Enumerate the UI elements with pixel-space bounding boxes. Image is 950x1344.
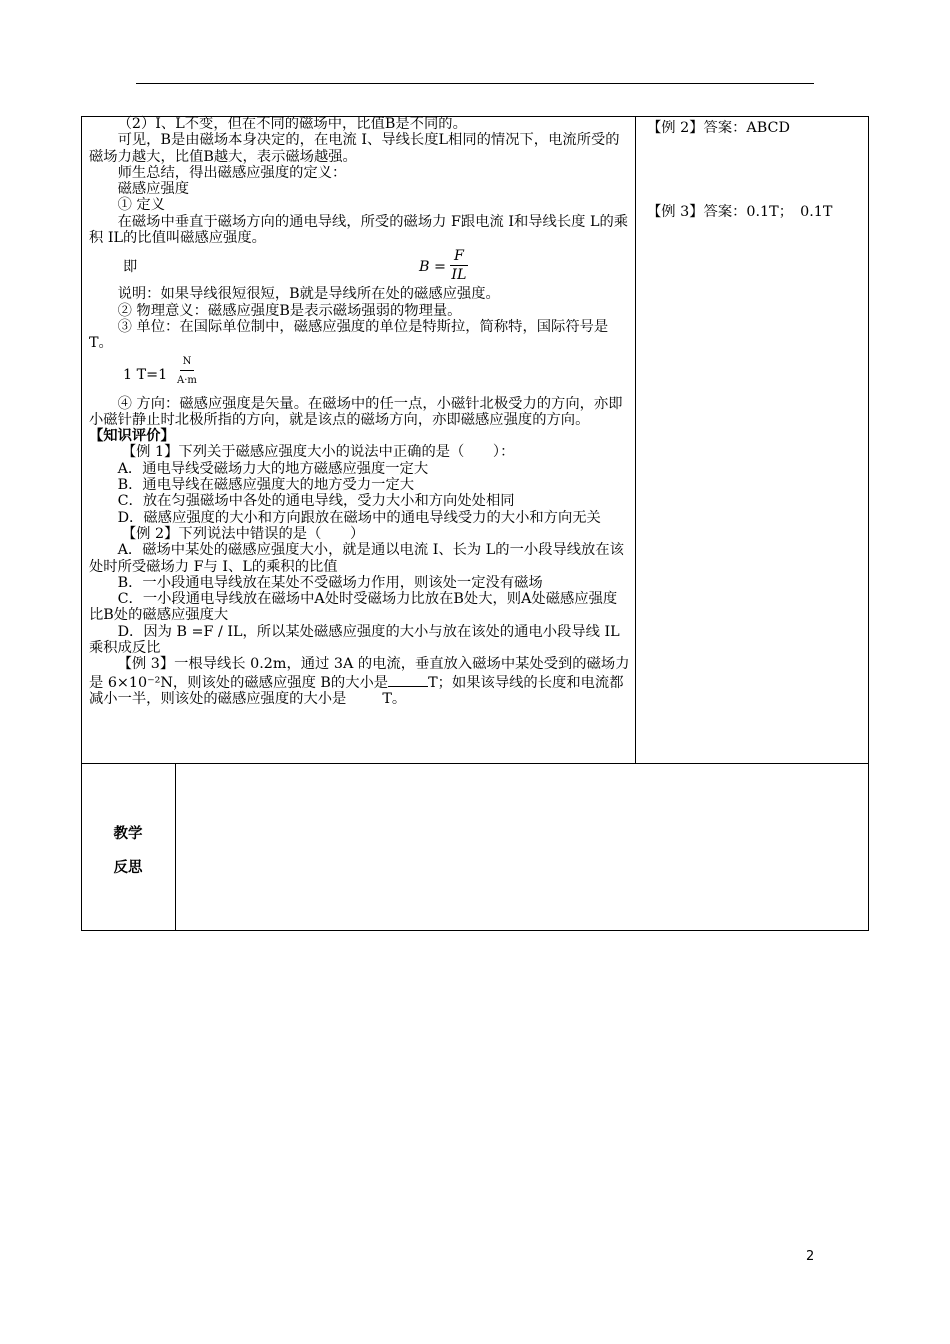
formula-label: 即	[123, 259, 138, 276]
unit-numerator: N	[180, 356, 195, 371]
option-d: D．因为 B =F / IL，所以某处磁感应强度的大小与放在该处的通电小段导线 IL乘积成反比	[89, 623, 620, 657]
option-a: A．通电导线受磁场力大的地方磁感应强度一定大	[117, 460, 429, 477]
row-divider	[81, 763, 869, 764]
example-1-question: 【例 1】下列关于磁感应强度大小的说法中正确的是（ ）：	[121, 444, 515, 461]
option-d: D．磁感应强度的大小和方向跟放在磁场中的通电导线受力的大小和方向无关	[117, 509, 601, 526]
text-paragraph: ④ 方向：磁感应强度是矢量。在磁场中的任一点，小磁针北极受力的方向，亦即小磁针静止时北极所指的方向，就是该点的磁场方向，亦即磁感应强度的方向。	[89, 395, 623, 428]
formula-numerator: F	[450, 248, 468, 266]
text-line: （2）I、L不变，但在不同的磁场中，比值B是不同的。	[117, 116, 467, 132]
formula-row	[89, 246, 631, 286]
formula-fraction	[450, 248, 468, 285]
unit-formula-row	[89, 352, 631, 396]
page-number: 2	[806, 1249, 815, 1264]
answer-example-2: 【例 2】答案：ABCD	[647, 120, 790, 136]
example-3-part1: 【例 3】一根导线长 0.2m，通过 3A 的电流，垂直放入磁场中某处受到的磁场力是 6×10⁻²N，则该处的磁感应强度 B的大小是	[89, 656, 630, 691]
text-paragraph: ③ 单位：在国际单位制中，磁感应强度的单位是特斯拉，简称特，国际符号是 T。	[89, 318, 609, 352]
text-line: 师生总结，得出磁感应强度的定义：	[117, 164, 347, 181]
reflection-label: 反思	[113, 860, 143, 876]
example-3-part3: T。	[382, 690, 407, 707]
formula-lhs: B =	[419, 258, 447, 275]
example-3-part2: T；如果该导线的长度和电流都减小一半，则该处的磁感应强度的大小是	[89, 674, 624, 707]
option-c: C．一小段通电导线放在磁场中A处时受磁场力比放在B处大，则A处磁感应强度比B处的磁感应强度大	[89, 591, 618, 624]
answer-example-3: 【例 3】答案：0.1T； 0.1T	[647, 204, 833, 220]
text-line: 磁感应强度	[117, 181, 190, 198]
definition-paragraph: 在磁场中垂直于磁场方向的通电导线，所受的磁场力 F跟电流 I和导线长度 L的乘积 IL的比值叫磁感应强度。	[89, 213, 629, 247]
reflection-label: 教学	[113, 826, 143, 842]
text-line: 说明：如果导线很短很短，B就是导线所在处的磁感应强度。	[117, 286, 500, 303]
formula-b-equals-f-over-il	[419, 248, 468, 285]
reflection-divider	[175, 763, 176, 931]
formula-denominator: IL	[451, 267, 467, 284]
option-b: B．一小段通电导线放在某处不受磁场力作用，则该处一定没有磁场	[117, 574, 543, 591]
example-3-question	[89, 656, 631, 707]
answer-blank	[388, 673, 428, 687]
text-line: ② 物理意义：磁感应强度B是表示磁场强弱的物理量。	[117, 302, 462, 319]
option-c: C．放在匀强磁场中各处的通电导线，受力大小和方向处处相同	[117, 493, 515, 510]
unit-denominator: A·m	[177, 374, 197, 386]
option-b: B．通电导线在磁感应强度大的地方受力一定大	[117, 477, 415, 494]
unit-fraction	[177, 356, 197, 387]
text-paragraph: 可见，B是由磁场本身决定的，在电流 I、导线长度L相同的情况下，电流所受的磁场力越大，比值B越大，表示磁场越强。	[89, 132, 620, 165]
example-2-question: 【例 2】下列说法中错误的是（ ）	[121, 525, 365, 542]
header-rule	[136, 83, 814, 84]
text-line: ① 定义	[117, 197, 166, 214]
section-heading: 【知识评价】	[89, 428, 175, 445]
unit-lhs: 1 T=1	[123, 366, 168, 383]
lesson-content	[89, 116, 631, 707]
column-divider	[635, 116, 636, 764]
option-a: A．磁场中某处的磁感应强度大小，就是通以电流 I、长为 L的一小段导线放在该处时所受磁场力 F与 I、L的乘积的比值	[89, 542, 624, 575]
